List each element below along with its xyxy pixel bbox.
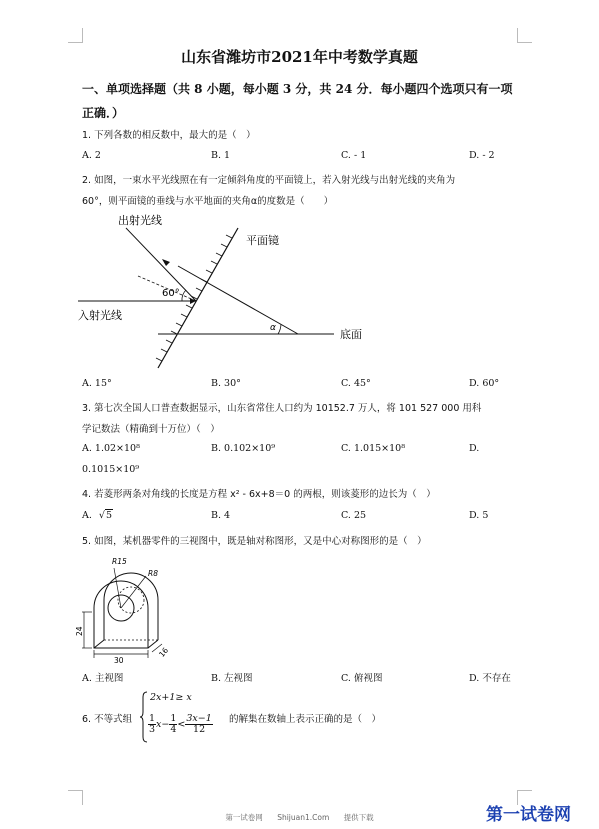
q4-option-c: C. 25	[341, 510, 367, 521]
q5-part-figure	[74, 552, 184, 664]
q5-option-c: C. 俯视图	[341, 673, 383, 684]
q4-option-d: D. 5	[469, 510, 489, 521]
reflected-arrow	[162, 259, 170, 266]
section-heading-line2: 正确．）	[82, 106, 125, 120]
ineq2-mid: x−	[156, 718, 170, 730]
q3-stem-line1: 3. 第七次全国人口普查数据显示，山东省常住人口约为 10152.7 万人，将 101 527 000 用科	[82, 403, 482, 414]
label-60: 60°	[162, 288, 180, 299]
q2-stem-line2: 60°，则平面镜的垂线与水平地面的夹角α的度数是（ ）	[82, 196, 334, 207]
q1-option-c: C. - 1	[341, 150, 367, 161]
frac-1-3: $\frac{1}{3}$	[149, 713, 156, 735]
q6-suffix: 的解集在数轴上表示正确的是（ ）	[229, 714, 382, 725]
q4-option-a-radicand: 5	[105, 510, 113, 521]
footer-right: 提供下载	[343, 813, 374, 822]
q6-prefix: 6. 不等式组	[82, 714, 133, 725]
frac-1-4: $\frac{1}{4}$	[170, 713, 177, 735]
frac-3x-1-12: $\frac{3x-1}{12}$	[186, 713, 212, 735]
q2-mirror-figure	[78, 206, 378, 376]
q5-option-a: A. 主视图	[82, 673, 124, 684]
dim-30: 30	[114, 656, 124, 664]
q6-inequality-2	[148, 714, 213, 735]
section-heading-line1: 一、单项选择题（共 8 小题，每小题 3 分，共 24 分．每小题四个选项只有一项	[82, 82, 513, 96]
alpha-arc	[278, 324, 281, 334]
label-alpha: α	[270, 323, 276, 333]
footer-mid[interactable]: Shijuan1.Com	[277, 813, 330, 822]
ineq2-lt: <	[177, 718, 186, 730]
q5-option-d: D. 不存在	[469, 673, 511, 684]
q3-option-d: D.	[469, 443, 480, 454]
q6-inequality-1: 2x+1≥ x	[150, 692, 192, 703]
brand-logo: 第一试卷网	[486, 805, 571, 825]
q3-option-c: C. 1.015×10⁸	[341, 443, 406, 454]
q1-option-b: B. 1	[211, 150, 231, 161]
q4-option-a	[82, 510, 113, 521]
sqrt-sign: √	[98, 510, 105, 521]
label-in-ray: 入射光线	[78, 309, 122, 322]
page-title: 山东省潍坊市2021年中考数学真题	[181, 48, 418, 66]
q3-stem-line2: 学记数法（精确到十万位）（ ）	[82, 424, 220, 435]
angle-60-arc	[182, 290, 186, 301]
normal-extension	[178, 266, 298, 334]
q2-option-a: A. 15°	[82, 378, 112, 389]
q1-stem: 1. 下列各数的相反数中，最大的是（ ）	[82, 130, 256, 141]
q3-option-b: B. 0.102×10⁹	[211, 443, 276, 454]
crop-mark-bottom-left	[68, 790, 83, 805]
system-brace	[140, 691, 148, 743]
q4-option-a-label: A.	[82, 510, 92, 521]
q1-option-a: A. 2	[82, 150, 101, 161]
q5-option-b: B. 左视图	[211, 673, 253, 684]
label-mirror: 平面镜	[246, 234, 279, 247]
q5-stem: 5. 如图，某机器零件的三视图中，既是轴对称图形，又是中心对称图形的是（ ）	[82, 536, 427, 547]
q3-option-d-value: 0.1015×10⁹	[82, 464, 140, 475]
q4-stem: 4. 若菱形两条对角线的长度是方程 x² - 6x+8＝0 的两根，则该菱形的边长为（ ）	[82, 489, 436, 500]
dim-r15: R15	[112, 557, 127, 566]
label-ground: 底面	[340, 328, 362, 341]
q2-stem-line1: 2. 如图，一束水平光线照在有一定倾斜角度的平面镜上，若入射光线与出射光线的夹角为	[82, 175, 456, 186]
q1-option-d: D. - 2	[469, 150, 495, 161]
dim-r8: R8	[148, 569, 158, 578]
q2-option-d: D. 60°	[469, 378, 500, 389]
q2-option-c: C. 45°	[341, 378, 371, 389]
label-out-ray: 出射光线	[118, 214, 162, 227]
crop-mark-top-right	[517, 28, 532, 43]
crop-mark-top-left	[68, 28, 83, 43]
dim-16: 16	[157, 645, 171, 659]
q3-option-a: A. 1.02×10⁸	[82, 443, 140, 454]
footer-left: 第一试卷网	[225, 813, 263, 822]
dim-24: 24	[75, 626, 84, 636]
part-front-outline	[94, 581, 148, 648]
q2-option-b: B. 30°	[211, 378, 241, 389]
q4-option-b: B. 4	[211, 510, 231, 521]
